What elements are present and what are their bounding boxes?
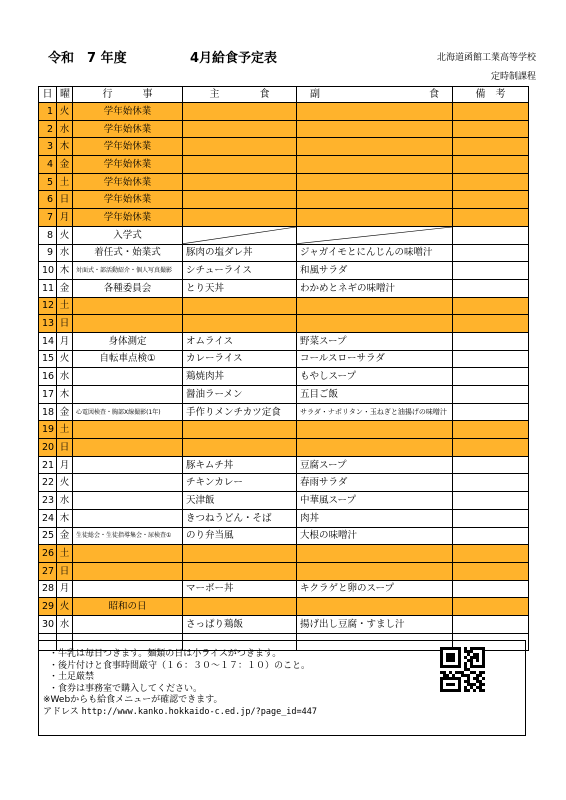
day-cell: 16	[39, 368, 57, 386]
main-dish-cell: オムライス	[183, 332, 297, 350]
side-dish-cell: 中華風スープ	[297, 492, 453, 510]
main-dish-cell: さっぱり鶏飯	[183, 615, 297, 633]
header-event: 行 事	[73, 87, 183, 103]
main-dish-cell: きつねうどん・そば	[183, 509, 297, 527]
day-cell: 7	[39, 209, 57, 227]
notes-cell	[453, 421, 529, 439]
note-milk: ・牛乳は毎日つきます。麺類の日は小ライスがつきます。	[49, 649, 282, 659]
notes-cell	[453, 509, 529, 527]
day-cell: 21	[39, 456, 57, 474]
side-dish-cell: 和風サラダ	[297, 262, 453, 280]
event-cell	[73, 386, 183, 404]
side-dish-cell: 大根の味噌汁	[297, 527, 453, 545]
day-cell: 10	[39, 262, 57, 280]
header-side-2: 食	[429, 89, 439, 100]
main-dish-cell: シチューライス	[183, 262, 297, 280]
day-cell: 5	[39, 173, 57, 191]
day-cell: 12	[39, 297, 57, 315]
table-row	[39, 138, 529, 156]
notes-cell	[453, 580, 529, 598]
side-dish-cell	[297, 562, 453, 580]
side-dish-cell: 豆腐スープ	[297, 456, 453, 474]
weekday-cell: 土	[57, 297, 73, 315]
side-dish-cell: 五目ご飯	[297, 386, 453, 404]
notes-cell	[453, 209, 529, 227]
side-dish-cell	[297, 315, 453, 333]
side-dish-cell	[297, 156, 453, 174]
weekday-cell: 金	[57, 156, 73, 174]
day-cell: 9	[39, 244, 57, 262]
event-cell	[73, 615, 183, 633]
event-cell: 学年始休業	[73, 138, 183, 156]
main-dish-cell	[183, 156, 297, 174]
day-cell: 28	[39, 580, 57, 598]
main-dish-cell: マーボー丼	[183, 580, 297, 598]
table-row	[39, 598, 529, 616]
table-row	[39, 403, 529, 421]
header-main-dish: 主 食	[183, 87, 297, 103]
notes-cell	[453, 615, 529, 633]
day-cell: 26	[39, 545, 57, 563]
side-dish-cell: ジャガイモとにんじんの味噌汁	[297, 244, 453, 262]
table-row	[39, 103, 529, 121]
notes-cell	[453, 350, 529, 368]
main-dish-cell: 醤油ラーメン	[183, 386, 297, 404]
main-dish-cell	[183, 209, 297, 227]
side-dish-cell: 肉丼	[297, 509, 453, 527]
day-cell: 11	[39, 279, 57, 297]
table-row	[39, 173, 529, 191]
weekday-cell: 水	[57, 244, 73, 262]
address-url[interactable]: http://www.kanko.hokkaido-c.ed.jp/?page_id=447	[81, 706, 318, 717]
day-cell: 18	[39, 403, 57, 421]
table-header-row	[39, 87, 529, 103]
table-row	[39, 156, 529, 174]
table-row	[39, 386, 529, 404]
day-cell: 22	[39, 474, 57, 492]
event-cell: 学年始休業	[73, 156, 183, 174]
event-cell	[73, 509, 183, 527]
table-row	[39, 350, 529, 368]
day-cell: 14	[39, 332, 57, 350]
weekday-cell: 金	[57, 527, 73, 545]
main-dish-cell	[183, 191, 297, 209]
year-label: 令和 7 年度	[48, 51, 127, 66]
main-dish-cell	[183, 226, 297, 244]
main-dish-cell	[183, 545, 297, 563]
main-dish-cell	[183, 173, 297, 191]
weekday-cell: 土	[57, 173, 73, 191]
note-web: ※Webからも給食メニューが確認できます。	[43, 695, 223, 705]
table-row	[39, 244, 529, 262]
notes-cell	[453, 368, 529, 386]
table-row	[39, 209, 529, 227]
notes-cell	[453, 279, 529, 297]
table-row	[39, 439, 529, 457]
table-row	[39, 279, 529, 297]
weekday-cell: 日	[57, 315, 73, 333]
page-title: 4月給食予定表	[190, 51, 278, 66]
weekday-cell: 月	[57, 209, 73, 227]
note-address	[43, 707, 525, 719]
day-cell: 24	[39, 509, 57, 527]
header-side-dish	[297, 87, 453, 103]
weekday-cell: 木	[57, 509, 73, 527]
header-side-1: 副	[310, 89, 320, 100]
side-dish-cell	[297, 191, 453, 209]
event-cell	[73, 545, 183, 563]
side-dish-cell	[297, 103, 453, 121]
day-cell: 19	[39, 421, 57, 439]
side-dish-cell	[297, 598, 453, 616]
table-row	[39, 580, 529, 598]
event-cell: 対面式・部活動紹介・個人写真撮影	[73, 262, 183, 280]
table-row	[39, 120, 529, 138]
notes-cell	[453, 191, 529, 209]
main-dish-cell	[183, 439, 297, 457]
day-cell: 13	[39, 315, 57, 333]
notes-cell	[453, 403, 529, 421]
weekday-cell: 木	[57, 386, 73, 404]
main-dish-cell	[183, 315, 297, 333]
notes-cell	[453, 226, 529, 244]
weekday-cell: 火	[57, 598, 73, 616]
event-cell	[73, 439, 183, 457]
event-cell: 学年始休業	[73, 209, 183, 227]
table-row	[39, 226, 529, 244]
side-dish-cell	[297, 421, 453, 439]
notes-cell	[453, 439, 529, 457]
side-dish-cell: 野菜スープ	[297, 332, 453, 350]
weekday-cell: 日	[57, 191, 73, 209]
table-row	[39, 191, 529, 209]
side-dish-cell	[297, 209, 453, 227]
side-dish-cell: 春雨サラダ	[297, 474, 453, 492]
event-cell: 学年始休業	[73, 120, 183, 138]
event-cell: 学年始休業	[73, 191, 183, 209]
weekday-cell: 月	[57, 332, 73, 350]
side-dish-cell: キクラゲと卵のスープ	[297, 580, 453, 598]
table-row	[39, 368, 529, 386]
event-cell	[73, 580, 183, 598]
table-row	[39, 545, 529, 563]
weekday-cell: 月	[57, 456, 73, 474]
day-cell: 2	[39, 120, 57, 138]
notes-cell	[453, 315, 529, 333]
weekday-cell: 月	[57, 580, 73, 598]
side-dish-cell	[297, 439, 453, 457]
school-name: 北海道函館工業高等学校	[436, 53, 536, 63]
side-dish-cell	[297, 138, 453, 156]
day-cell: 20	[39, 439, 57, 457]
day-cell: 15	[39, 350, 57, 368]
side-dish-cell	[297, 226, 453, 244]
main-dish-cell: のり弁当風	[183, 527, 297, 545]
side-dish-cell	[297, 173, 453, 191]
table-row	[39, 315, 529, 333]
note-shoes: ・土足厳禁	[49, 672, 95, 682]
event-cell	[73, 456, 183, 474]
notes-cell	[453, 103, 529, 121]
table-row	[39, 615, 529, 633]
weekday-cell: 水	[57, 615, 73, 633]
day-cell: 29	[39, 598, 57, 616]
table-row	[39, 474, 529, 492]
side-dish-cell: わかめとネギの味噌汁	[297, 279, 453, 297]
day-cell: 27	[39, 562, 57, 580]
main-dish-cell	[183, 562, 297, 580]
notes-cell	[453, 173, 529, 191]
notes-cell	[453, 332, 529, 350]
main-dish-cell: チキンカレー	[183, 474, 297, 492]
header-notes: 備 考	[453, 87, 529, 103]
side-dish-cell: 揚げ出し豆腐・すまし汁	[297, 615, 453, 633]
lunch-schedule-table	[38, 86, 529, 651]
event-cell: 心電図検査・胸部X線撮影(1年)	[73, 403, 183, 421]
table-row	[39, 527, 529, 545]
weekday-cell: 木	[57, 262, 73, 280]
event-cell	[73, 562, 183, 580]
note-tickets: ・食券は事務室で購入してください。	[49, 683, 203, 694]
course-name: 定時制課程	[490, 72, 536, 82]
table-row	[39, 332, 529, 350]
day-cell: 8	[39, 226, 57, 244]
day-cell: 25	[39, 527, 57, 545]
strike-line	[183, 227, 296, 244]
side-dish-cell	[297, 297, 453, 315]
table-row	[39, 262, 529, 280]
header-weekday: 曜	[57, 87, 73, 103]
weekday-cell: 火	[57, 350, 73, 368]
main-dish-cell	[183, 598, 297, 616]
weekday-cell: 日	[57, 562, 73, 580]
notes-cell	[453, 262, 529, 280]
day-cell: 17	[39, 386, 57, 404]
main-dish-cell	[183, 120, 297, 138]
header-day: 日	[39, 87, 57, 103]
notes-cell	[453, 244, 529, 262]
weekday-cell: 水	[57, 368, 73, 386]
table-row	[39, 509, 529, 527]
table-row	[39, 492, 529, 510]
weekday-cell: 金	[57, 403, 73, 421]
main-dish-cell	[183, 421, 297, 439]
weekday-cell: 火	[57, 103, 73, 121]
main-dish-cell: とり天丼	[183, 279, 297, 297]
table-row	[39, 456, 529, 474]
notes-cell	[453, 138, 529, 156]
notes-cell	[453, 527, 529, 545]
event-cell: 昭和の日	[73, 598, 183, 616]
weekday-cell: 日	[57, 439, 73, 457]
notes-cell	[453, 598, 529, 616]
day-cell: 6	[39, 191, 57, 209]
main-dish-cell	[183, 297, 297, 315]
side-dish-cell: サラダ・ナポリタン・玉ねぎと油揚げの味噌汁	[297, 403, 453, 421]
main-dish-cell	[183, 103, 297, 121]
address-label: アドレス	[43, 706, 79, 717]
weekday-cell: 土	[57, 421, 73, 439]
notes-cell	[453, 297, 529, 315]
notes-cell	[453, 386, 529, 404]
event-cell	[73, 368, 183, 386]
event-cell	[73, 474, 183, 492]
notes-cell	[453, 545, 529, 563]
event-cell: 自転車点検①	[73, 350, 183, 368]
main-dish-cell: 鶏焼肉丼	[183, 368, 297, 386]
day-cell: 23	[39, 492, 57, 510]
table-row	[39, 562, 529, 580]
main-dish-cell: 豚キムチ丼	[183, 456, 297, 474]
weekday-cell: 水	[57, 120, 73, 138]
qr-code-icon	[440, 647, 485, 692]
day-cell: 30	[39, 615, 57, 633]
note-cleanup: ・後片付けと食事時間厳守（１６：３０～１７：１０）のこと。	[49, 660, 311, 671]
main-dish-cell: 天津飯	[183, 492, 297, 510]
weekday-cell: 金	[57, 279, 73, 297]
weekday-cell: 火	[57, 474, 73, 492]
side-dish-cell	[297, 120, 453, 138]
notes-cell	[453, 456, 529, 474]
weekday-cell: 土	[57, 545, 73, 563]
event-cell	[73, 315, 183, 333]
notes-cell	[453, 156, 529, 174]
event-cell: 生徒総会・生徒指導集会・尿検査①	[73, 527, 183, 545]
table-row	[39, 421, 529, 439]
event-cell: 学年始休業	[73, 173, 183, 191]
event-cell	[73, 492, 183, 510]
event-cell	[73, 297, 183, 315]
main-dish-cell: 手作りメンチカツ定食	[183, 403, 297, 421]
day-cell: 4	[39, 156, 57, 174]
notes-cell	[453, 562, 529, 580]
event-cell	[73, 421, 183, 439]
event-cell: 各種委員会	[73, 279, 183, 297]
event-cell: 学年始休業	[73, 103, 183, 121]
notes-cell	[453, 492, 529, 510]
side-dish-cell	[297, 545, 453, 563]
weekday-cell: 水	[57, 492, 73, 510]
day-cell: 3	[39, 138, 57, 156]
event-cell: 身体測定	[73, 332, 183, 350]
weekday-cell: 火	[57, 226, 73, 244]
table-row	[39, 297, 529, 315]
notes-cell	[453, 474, 529, 492]
weekday-cell: 木	[57, 138, 73, 156]
day-cell: 1	[39, 103, 57, 121]
strike-line	[297, 227, 452, 244]
event-cell: 着任式・始業式	[73, 244, 183, 262]
main-dish-cell: 豚肉の塩ダレ丼	[183, 244, 297, 262]
notes-cell	[453, 120, 529, 138]
main-dish-cell	[183, 138, 297, 156]
main-dish-cell: カレーライス	[183, 350, 297, 368]
event-cell: 入学式	[73, 226, 183, 244]
side-dish-cell: コールスローサラダ	[297, 350, 453, 368]
side-dish-cell: もやしスープ	[297, 368, 453, 386]
